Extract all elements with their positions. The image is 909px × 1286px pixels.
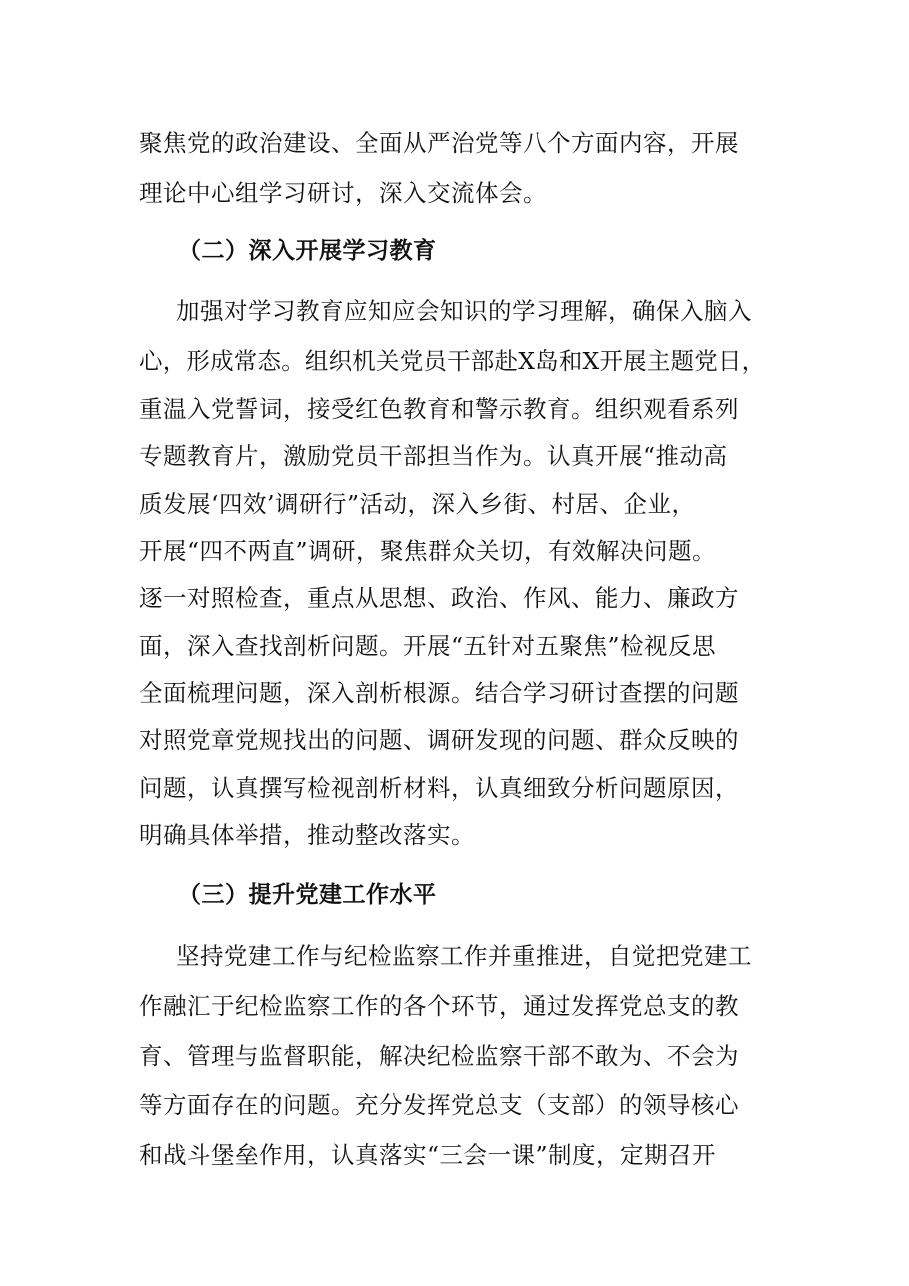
text-line: 和战斗堡垒作用，认真落实“三会一课”制度，定期召开 <box>139 1141 717 1169</box>
text-line: 明确具体举措，推动整改落实。 <box>139 821 475 849</box>
text-line: 聚焦党的政治建设、全面从严治党等八个方面内容，开展 <box>139 129 739 157</box>
text-line: 理论中心组学习研讨，深入交流体会。 <box>139 179 547 207</box>
paragraph-first-line: 加强对学习教育应知应会知识的学习理解，确保入脑入 <box>176 297 752 325</box>
text-line: 面，深入查找剖析问题。开展“五针对五聚焦”检视反思 <box>139 632 717 660</box>
text-line: 专题教育片，激励党员干部担当作为。认真开展“推动高 <box>139 442 728 470</box>
text-line: 育、管理与监督职能，解决纪检监察干部不敢为、不会为 <box>139 1042 739 1070</box>
text-line: 全面梳理问题，深入剖析根源。结合学习研讨查摆的问题 <box>139 679 739 707</box>
section-heading: （三）提升党建工作水平 <box>178 882 437 908</box>
text-line: 等方面存在的问题。充分发挥党总支（支部）的领导核心 <box>139 1091 739 1119</box>
text-line: 逐一对照检查，重点从思想、政治、作风、能力、廉政方 <box>139 584 739 612</box>
text-line: 对照党章党规找出的问题、调研发现的问题、群众反映的 <box>139 726 739 754</box>
text-line: 重温入党誓词，接受红色教育和警示教育。组织观看系列 <box>139 395 739 423</box>
paragraph-first-line: 坚持党建工作与纪检监察工作并重推进，自觉把党建工 <box>176 942 752 970</box>
text-line: 开展“四不两直”调研，聚焦群众关切，有效解决问题。 <box>139 537 717 565</box>
text-line: 作融汇于纪检监察工作的各个环节，通过发挥党总支的教 <box>139 992 739 1020</box>
section-heading: （二）深入开展学习教育 <box>178 238 437 264</box>
text-line: 心，形成常态。组织机关党员干部赴X岛和X开展主题党日， <box>139 347 766 375</box>
text-line: 问题，认真撰写检视剖析材料，认真细致分析问题原因， <box>139 774 739 802</box>
text-line: 质发展‘四效’调研行”活动，深入乡街、村居、企业， <box>139 490 696 518</box>
